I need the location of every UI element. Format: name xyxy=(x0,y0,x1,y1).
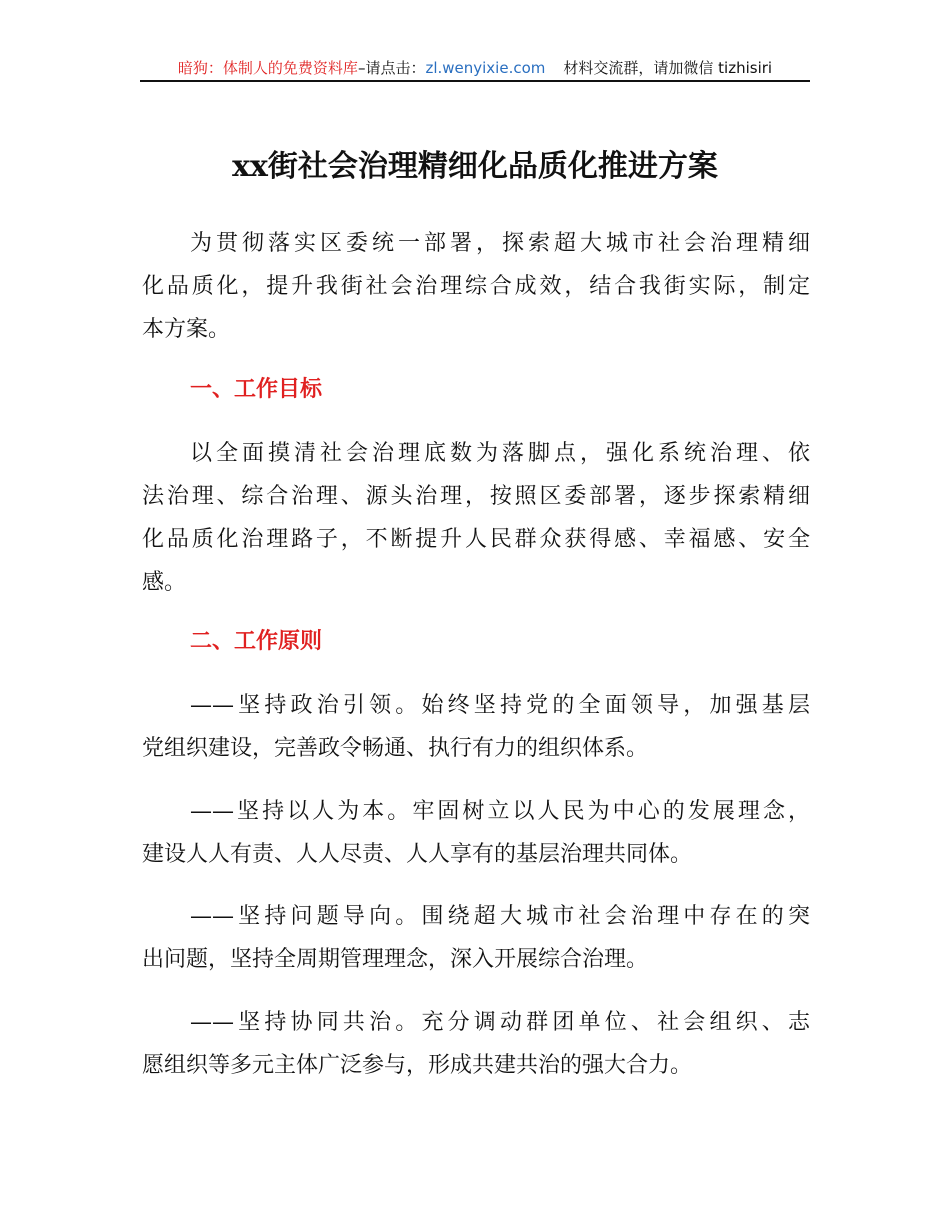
text-line: 建设人人有责、人人尽责、人人享有的基层治理共同体。 xyxy=(142,842,693,867)
text-line: 感。 xyxy=(142,570,187,595)
text-line: 党组织建设，完善政令畅通、执行有力的组织体系。 xyxy=(142,736,649,761)
text-line: 本方案。 xyxy=(142,317,231,342)
principle-paragraph xyxy=(142,1001,810,1087)
intro-paragraph xyxy=(142,222,810,351)
text-line: 出问题，坚持全周期管理理念，深入开展综合治理。 xyxy=(142,947,649,972)
text-line: ——坚持协同共治。充分调动群团单位、社会组织、志 xyxy=(190,1010,810,1035)
contact-text: 材料交流群，请加微信 tizhisiri xyxy=(563,59,773,77)
principle-paragraph xyxy=(142,895,810,981)
text-line: 法治理、综合治理、源头治理，按照区委部署，逐步探索精细 xyxy=(142,484,810,509)
promo-text: 暗狗：体制人的免费资料库 xyxy=(177,59,358,77)
text-line: 为贯彻落实区委统一部署，探索超大城市社会治理精细 xyxy=(190,231,810,256)
section-heading-goals: 一、工作目标 xyxy=(190,377,323,402)
promo-prefix: –请点击： xyxy=(357,59,426,77)
text-line: ——坚持以人为本。牢固树立以人民为中心的发展理念， xyxy=(190,799,810,824)
text-line: 愿组织等多元主体广泛参与，形成共建共治的强大合力。 xyxy=(142,1053,693,1078)
page-header xyxy=(140,56,810,80)
section-heading-principles: 二、工作原则 xyxy=(190,629,323,654)
text-line: 化品质化治理路子，不断提升人民群众获得感、幸福感、安全 xyxy=(142,527,810,552)
goals-paragraph xyxy=(142,432,810,604)
text-line: ——坚持政治引领。始终坚持党的全面领导，加强基层 xyxy=(190,693,810,718)
promo-link[interactable]: zl.wenyixie.com xyxy=(425,59,546,77)
document-title: xx街社会治理精细化品质化推进方案 xyxy=(232,149,718,184)
principle-paragraph xyxy=(142,684,810,770)
text-line: ——坚持问题导向。围绕超大城市社会治理中存在的突 xyxy=(190,904,810,929)
header-divider xyxy=(140,80,810,82)
text-line: 以全面摸清社会治理底数为落脚点，强化系统治理、依 xyxy=(190,441,810,466)
text-line: 化品质化，提升我街社会治理综合成效，结合我街实际，制定 xyxy=(142,274,810,299)
principle-paragraph xyxy=(142,790,810,876)
